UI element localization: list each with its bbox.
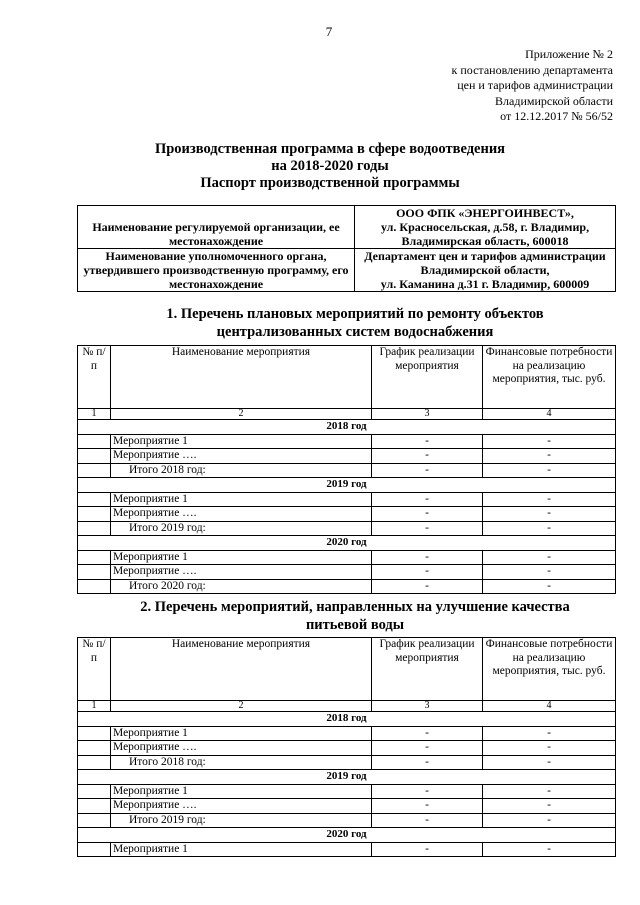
table-index-row [78,701,616,712]
section2-title [0,598,640,634]
total-row [78,579,616,594]
passport-value-line: Владимирская область, 600018 [401,234,569,248]
finance-value: - [483,550,616,565]
year-row [78,712,616,727]
measure-name: Мероприятие 1 [111,434,372,449]
table-row [78,784,616,799]
schedule-value: - [372,579,483,594]
passport-value-line: ООО ФПК «ЭНЕРГОИНВЕСТ», [396,206,574,220]
finance-value: - [483,492,616,507]
finance-value: - [483,755,616,770]
year-row [78,420,616,435]
passport-value-line: Владимирской области, [420,263,550,277]
measure-name: Мероприятие …. [111,507,372,522]
finance-value: - [483,842,616,857]
finance-value: - [483,813,616,828]
measure-name: Мероприятие 1 [111,550,372,565]
table-row [78,842,616,857]
table-row [78,507,616,522]
measure-name: Мероприятие …. [111,565,372,580]
passport-table [77,205,616,292]
finance-value: - [483,741,616,756]
index-cell: 4 [483,409,616,420]
page-number: 7 [325,24,333,39]
schedule-value: - [372,507,483,522]
header-name: Наименование мероприятия [111,638,372,701]
finance-value: - [483,463,616,478]
finance-value: - [483,726,616,741]
index-cell: 3 [372,409,483,420]
measure-name: Мероприятие …. [111,449,372,464]
schedule-value: - [372,726,483,741]
table-row [78,741,616,756]
table-row [78,565,616,580]
year-label: 2019 год [78,770,616,785]
schedule-value: - [372,434,483,449]
schedule-value: - [372,741,483,756]
measure-name: Мероприятие …. [111,741,372,756]
table-row [78,434,616,449]
year-label: 2020 год [78,536,616,551]
year-row [78,478,616,493]
title-line: Паспорт производственной программы [200,175,460,191]
schedule-value: - [372,521,483,536]
title-line: Производственная программа в сфере водоотведения [154,141,506,157]
year-row [78,770,616,785]
year-row [78,536,616,551]
finance-value: - [483,434,616,449]
appendix-line: к постановлению департамента [451,62,613,77]
table-header-row [78,638,616,701]
section-title-line: централизованных систем водоснабжения [216,324,494,340]
section-title-line: питьевой воды [305,617,405,633]
year-label: 2020 год [78,828,616,843]
appendix-block [413,47,613,125]
table-row [78,449,616,464]
passport-value-line: Департамент цен и тарифов администрации [364,249,606,263]
finance-value: - [483,449,616,464]
schedule-value: - [372,813,483,828]
schedule-value: - [372,550,483,565]
section1-title [0,305,640,341]
section1-table [77,345,616,594]
measure-name: Мероприятие 1 [111,726,372,741]
index-cell: 2 [111,409,372,420]
schedule-value: - [372,799,483,814]
passport-row [78,249,616,292]
index-cell: 1 [78,701,111,712]
schedule-value: - [372,492,483,507]
total-label: Итого 2019 год: [111,813,372,828]
index-cell: 4 [483,701,616,712]
header-schedule: График реализации мероприятия [372,346,483,409]
appendix-line: цен и тарифов администрации [457,78,613,92]
section-title-line: 1. Перечень плановых мероприятий по ремонту объектов [166,306,544,322]
finance-value: - [483,579,616,594]
header-finance: Финансовые потребности на реализацию мероприятия, тыс. руб. [483,638,616,701]
section2-table [77,637,616,857]
table-row [78,550,616,565]
schedule-value: - [372,449,483,464]
passport-value [355,206,616,249]
total-label: Итого 2018 год: [111,755,372,770]
year-row [78,828,616,843]
document-title [0,141,640,192]
appendix-line: от 12.12.2017 № 56/52 [500,109,613,123]
measure-name: Мероприятие 1 [111,492,372,507]
header-schedule: График реализации мероприятия [372,638,483,701]
passport-row [78,206,616,249]
passport-label: Наименование уполномоченного органа, утвердившего производственную программу, его местонахождение [78,249,355,292]
schedule-value: - [372,463,483,478]
total-row [78,755,616,770]
measure-name: Мероприятие 1 [111,784,372,799]
measure-name: Мероприятие …. [111,799,372,814]
schedule-value: - [372,784,483,799]
table-row [78,799,616,814]
measure-name: Мероприятие 1 [111,842,372,857]
total-label: Итого 2020 год: [111,579,372,594]
table-index-row [78,409,616,420]
header-number: № п/п [78,346,111,409]
header-finance: Финансовые потребности на реализацию мероприятия, тыс. руб. [483,346,616,409]
passport-label: Наименование регулируемой организации, ее местонахождение [78,206,355,249]
year-label: 2019 год [78,478,616,493]
finance-value: - [483,784,616,799]
total-label: Итого 2019 год: [111,521,372,536]
schedule-value: - [372,842,483,857]
finance-value: - [483,521,616,536]
section-title-line: 2. Перечень мероприятий, направленных на улучшение качества [140,599,570,615]
schedule-value: - [372,565,483,580]
passport-value-line: ул. Каманина д.31 г. Владимир, 600009 [380,277,590,291]
index-cell: 3 [372,701,483,712]
appendix-line: Владимирской области [495,93,613,108]
year-label: 2018 год [78,420,616,435]
appendix-line: Приложение № 2 [525,47,613,61]
header-name: Наименование мероприятия [111,346,372,409]
total-row [78,813,616,828]
finance-value: - [483,565,616,580]
header-number: № п/п [78,638,111,701]
table-header-row [78,346,616,409]
passport-value [355,249,616,292]
total-label: Итого 2018 год: [111,463,372,478]
title-line: на 2018-2020 годы [271,158,389,174]
index-cell: 1 [78,409,111,420]
table-row [78,726,616,741]
passport-value-line: ул. Красносельская, д.58, г. Владимир, [380,220,590,234]
table-row [78,492,616,507]
index-cell: 2 [111,701,372,712]
year-label: 2018 год [78,712,616,727]
finance-value: - [483,507,616,522]
finance-value: - [483,799,616,814]
total-row [78,463,616,478]
schedule-value: - [372,755,483,770]
total-row [78,521,616,536]
